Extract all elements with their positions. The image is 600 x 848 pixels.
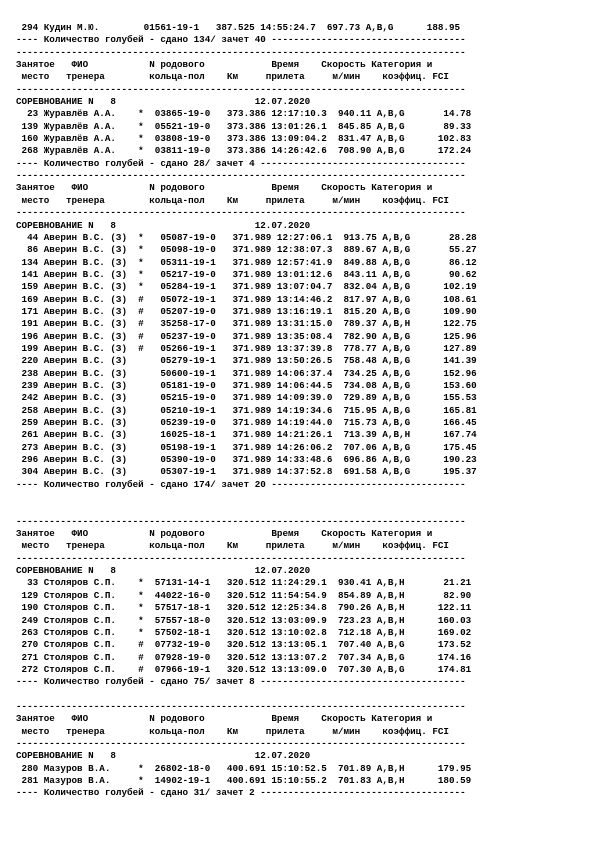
blank-line <box>16 491 477 503</box>
result-row: 258 Аверин В.С. (З) 05210-19-1 371.989 14:19:34.6 715.95 А,В,G 165.81 <box>16 404 477 416</box>
competition-header-line: СОРЕВНОВАНИЕ N 8 12.07.2020 <box>16 565 311 577</box>
result-row: 191 Аверин В.С. (З) # 35258-17-0 371.989 13:31:15.0 789.37 А,В,Н 122.75 <box>16 318 477 330</box>
blank-line <box>16 689 477 701</box>
blank-line <box>16 503 477 515</box>
column-header-line: место тренера кольца-пол Км прилета м/мин коэффиц. FCI <box>16 725 449 737</box>
result-row: 261 Аверин В.С. (З) 16025-18-1 371.989 14:21:26.1 713.39 А,В,Н 167.74 <box>16 429 477 441</box>
result-row: 134 Аверин В.С. (З) * 05311-19-1 371.989 12:57:41.9 849.88 А,В,G 86.12 <box>16 256 477 268</box>
column-header-line: Занятое ФИО N родового Время Скорость Категория и <box>16 713 433 725</box>
results-report <box>16 22 477 800</box>
result-row: 273 Аверин В.С. (З) 05198-19-1 371.989 14:26:06.2 707.06 А,В,G 175.45 <box>16 441 477 453</box>
result-row: 280 Мазуров В.А. * 26802-18-0 400.691 15:10:52.5 701.89 А,В,Н 179.95 <box>16 762 472 774</box>
result-row: 190 Столяров С.П. * 57517-18-1 320.512 12:25:34.8 790.26 А,В,Н 122.11 <box>16 602 472 614</box>
separator-line: --------------------------------------------------------------------------------- <box>16 515 466 527</box>
result-row: 220 Аверин В.С. (З) 05279-19-1 371.989 13:50:26.5 758.48 А,В,G 141.39 <box>16 355 477 367</box>
result-row: 249 Столяров С.П. * 57557-18-0 320.512 13:03:09.9 723.23 А,В,Н 160.03 <box>16 614 472 626</box>
column-header-line: Занятое ФИО N родового Время Скорость Категория и <box>16 528 433 540</box>
competition-header-line: СОРЕВНОВАНИЕ N 8 12.07.2020 <box>16 750 311 762</box>
result-row: 169 Аверин В.С. (З) # 05072-19-1 371.989 13:14:46.2 817.97 А,В,G 108.61 <box>16 293 477 305</box>
result-row: 259 Аверин В.С. (З) 05239-19-0 371.989 14:19:44.0 715.73 А,В,G 166.45 <box>16 417 477 428</box>
separator-line: --------------------------------------------------------------------------------- <box>16 552 466 564</box>
result-row: 33 Столяров С.П. * 57131-14-1 320.512 11:24:29.1 930.41 А,В,Н 21.21 <box>16 577 472 589</box>
result-row: 129 Столяров С.П. * 44022-16-0 320.512 11:54:54.9 854.89 А,В,Н 82.90 <box>16 589 472 601</box>
result-row: 296 Аверин В.С. (З) 05390-19-0 371.989 14:33:48.6 696.86 А,В,G 190.23 <box>16 454 477 466</box>
summary-line: ---- Количество голубей - сдано 134/ зачет 40 ----------------------------------- <box>16 34 466 46</box>
summary-line: ---- Количество голубей - сдано 75/ зачет 8 ------------------------------------- <box>16 676 466 688</box>
separator-line: --------------------------------------------------------------------------------- <box>16 700 466 712</box>
summary-line: ---- Количество голубей - сдано 174/ зачет 20 ----------------------------------- <box>16 478 466 490</box>
result-row: 294 Кудин М.Ю. 01561-19-1 387.525 14:55:24.7 697.73 А,В,G 188.95 <box>16 22 461 33</box>
result-row: 86 Аверин В.С. (З) * 05098-19-0 371.989 12:38:07.3 889.67 А,В,G 55.27 <box>16 244 477 256</box>
separator-line: --------------------------------------------------------------------------------- <box>16 737 466 749</box>
column-header-line: Занятое ФИО N родового Время Скорость Категория и <box>16 182 433 194</box>
result-row: 141 Аверин В.С. (З) * 05217-19-0 371.989 13:01:12.6 843.11 А,В,G 90.62 <box>16 268 477 280</box>
result-row: 196 Аверин В.С. (З) # 05237-19-0 371.989 13:35:08.4 782.90 А,В,G 125.96 <box>16 330 477 342</box>
column-header-line: место тренера кольца-пол Км прилета м/мин коэффиц. FCI <box>16 194 449 206</box>
result-row: 239 Аверин В.С. (З) 05181-19-0 371.989 14:06:44.5 734.08 А,В,G 153.60 <box>16 379 477 391</box>
separator-line: --------------------------------------------------------------------------------- <box>16 170 466 182</box>
result-row: 199 Аверин В.С. (З) # 05266-19-1 371.989 13:37:39.8 778.77 А,В,G 127.89 <box>16 342 477 354</box>
result-row: 238 Аверин В.С. (З) 50600-19-1 371.989 14:06:37.4 734.25 А,В,G 152.96 <box>16 367 477 379</box>
result-row: 242 Аверин В.С. (З) 05215-19-0 371.989 14:09:39.0 729.89 А,В,G 155.53 <box>16 392 477 404</box>
separator-line: --------------------------------------------------------------------------------- <box>16 83 466 95</box>
column-header-line: место тренера кольца-пол Км прилета м/мин коэффиц. FCI <box>16 71 449 83</box>
summary-line: ---- Количество голубей - сдано 28/ зачет 4 ------------------------------------- <box>16 157 466 169</box>
result-row: 270 Столяров С.П. # 07732-19-0 320.512 13:13:05.1 707.40 А,В,G 173.52 <box>16 639 472 651</box>
result-row: 23 Журавлёв А.А. * 03865-19-0 373.386 12:17:10.3 940.11 А,В,G 14.78 <box>16 108 472 120</box>
separator-line: --------------------------------------------------------------------------------- <box>16 46 466 58</box>
result-row: 281 Мазуров В.А. * 14902-19-1 400.691 15:10:55.2 701.83 А,В,Н 180.59 <box>16 774 472 786</box>
result-row: 139 Журавлёв А.А. * 05521-19-0 373.386 13:01:26.1 845.85 А,В,G 89.33 <box>16 120 472 132</box>
summary-line: ---- Количество голубей - сдано 31/ зачет 2 ------------------------------------- <box>16 787 466 799</box>
separator-line: --------------------------------------------------------------------------------- <box>16 207 466 219</box>
column-header-line: Занятое ФИО N родового Время Скорость Категория и <box>16 59 433 71</box>
result-row: 271 Столяров С.П. # 07928-19-0 320.512 13:13:07.2 707.34 А,В,G 174.16 <box>16 651 472 663</box>
result-row: 268 Журавлёв А.А. * 03811-19-0 373.386 14:26:42.6 708.90 А,В,G 172.24 <box>16 145 472 157</box>
column-header-line: место тренера кольца-пол Км прилета м/мин коэффиц. FCI <box>16 540 449 552</box>
competition-header-line: СОРЕВНОВАНИЕ N 8 12.07.2020 <box>16 96 311 108</box>
result-row: 44 Аверин В.С. (З) * 05087-19-0 371.989 12:27:06.1 913.75 А,В,G 28.28 <box>16 231 477 243</box>
result-row: 160 Журавлёв А.А. * 03808-19-0 373.386 13:09:04.2 831.47 А,В,G 102.83 <box>16 133 472 145</box>
competition-header-line: СОРЕВНОВАНИЕ N 8 12.07.2020 <box>16 219 311 231</box>
result-row: 171 Аверин В.С. (З) # 05207-19-0 371.989 13:16:19.1 815.20 А,В,G 109.90 <box>16 305 477 317</box>
result-row: 272 Столяров С.П. # 07966-19-1 320.512 13:13:09.0 707.30 А,В,G 174.81 <box>16 663 472 675</box>
result-row: 159 Аверин В.С. (З) * 05284-19-1 371.989 13:07:04.7 832.04 А,В,G 102.19 <box>16 281 477 293</box>
result-row: 304 Аверин В.С. (З) 05307-19-1 371.989 14:37:52.8 691.58 А,В,G 195.37 <box>16 466 477 478</box>
result-row: 263 Столяров С.П. * 57502-18-1 320.512 13:10:02.8 712.18 А,В,Н 169.02 <box>16 626 472 638</box>
